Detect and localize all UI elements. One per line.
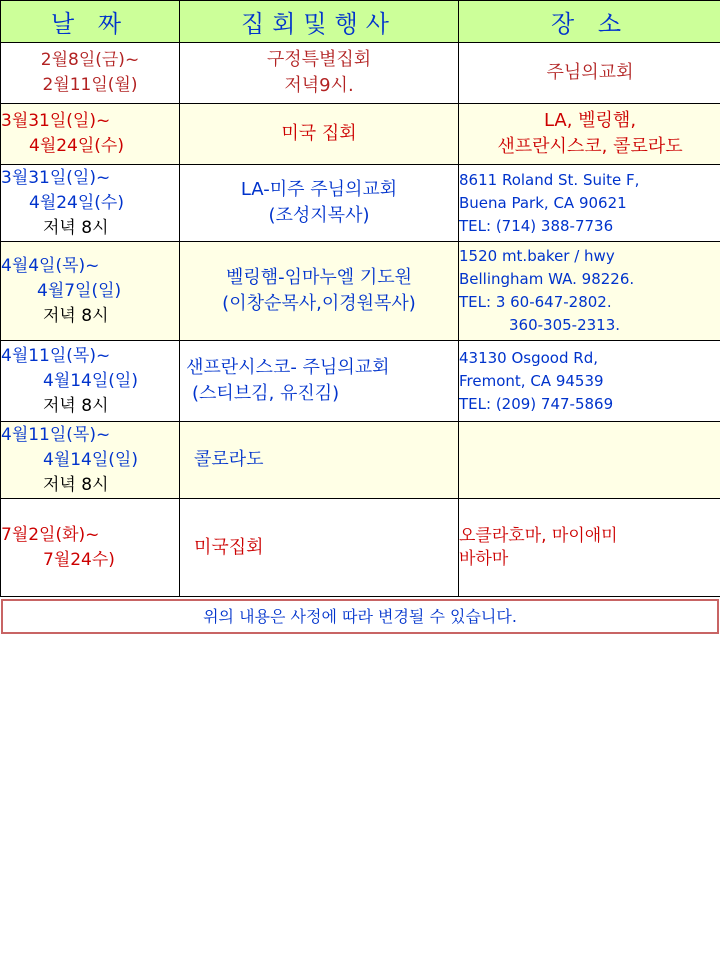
- change-notice: 위의 내용은 사정에 따라 변경될 수 있습니다.: [1, 599, 719, 634]
- place-line: Buena Park, CA 90621: [459, 193, 627, 212]
- date-time: 저녁 8시: [43, 474, 109, 495]
- event-line: (조성지목사): [268, 205, 370, 226]
- event-cell: [180, 499, 459, 597]
- place-line: 43130 Osgood Rd,: [459, 348, 598, 367]
- event-line: 샌프란시스코- 주님의교회: [186, 357, 390, 378]
- event-line: 벨링햄-임마누엘 기도원: [225, 267, 413, 288]
- table-row: [1, 104, 720, 165]
- place-cell: [459, 422, 720, 499]
- header-row: [1, 1, 720, 43]
- event-line: (이창순목사,이경원목사): [222, 293, 416, 314]
- date-line: 4월4일(목)~: [1, 255, 100, 276]
- place-cell: [459, 165, 720, 242]
- date-line: 4월14일(일): [43, 370, 138, 391]
- date-line: 4월11일(목)~: [1, 345, 111, 366]
- date-line: 2월11일(월): [42, 75, 138, 95]
- place-line: 360-305-2313.: [509, 316, 621, 334]
- place-line: 샌프란시스코, 콜로라도: [497, 136, 683, 157]
- date-time: 저녁 8시: [43, 305, 109, 326]
- event-cell: [180, 341, 459, 422]
- place-cell: [459, 499, 720, 597]
- event-line: 미국집회: [194, 536, 264, 558]
- date-line: 4월11일(목)~: [1, 424, 111, 445]
- date-line: 4월7일(일): [37, 280, 122, 301]
- event-cell: [180, 43, 459, 104]
- event-cell: [180, 104, 459, 165]
- place-line: Bellingham WA. 98226.: [459, 270, 635, 288]
- date-line: 3월31일(일)~: [1, 111, 111, 131]
- place-line: TEL: (714) 388-7736: [459, 216, 614, 235]
- place-cell: [459, 242, 720, 341]
- place-line: TEL: (209) 747-5869: [459, 394, 614, 413]
- date-time: 저녁 8시: [43, 395, 109, 416]
- date-line: 7월24수): [43, 549, 115, 570]
- place-cell: [459, 104, 720, 165]
- header-place: 장 소: [459, 1, 720, 43]
- date-line: 7월2일(화)~: [1, 524, 100, 545]
- place-line: TEL: 3 60-647-2802.: [459, 293, 612, 311]
- place-cell: [459, 341, 720, 422]
- event-line: 콜로라도: [194, 449, 264, 470]
- date-cell: [1, 43, 180, 104]
- place-line: LA, 벨링햄,: [543, 110, 637, 131]
- event-cell: [180, 165, 459, 242]
- event-line: 구정특별집회: [266, 49, 372, 70]
- place-line: 바하마: [459, 548, 509, 569]
- table-row: [1, 499, 720, 597]
- event-cell: [180, 422, 459, 499]
- table-row: [1, 165, 720, 242]
- table-row: [1, 43, 720, 104]
- place-line: 8611 Roland St. Suite F,: [459, 170, 640, 189]
- date-cell: [1, 165, 180, 242]
- event-line: (스티브김, 유진김): [192, 383, 340, 404]
- date-cell: [1, 242, 180, 341]
- date-line: 3월31일(일)~: [1, 167, 111, 188]
- place-line: 1520 mt.baker / hwy: [459, 247, 615, 265]
- date-cell: [1, 499, 180, 597]
- place-line: Fremont, CA 94539: [459, 371, 604, 390]
- event-line: 저녁9시.: [284, 75, 354, 96]
- table-row: [1, 341, 720, 422]
- place-line: 주님의교회: [546, 62, 634, 83]
- header-date: 날 짜: [1, 1, 180, 43]
- place-cell: [459, 43, 720, 104]
- date-line: 4월24일(수): [29, 136, 124, 156]
- event-line: 미국 집회: [281, 123, 357, 144]
- date-time: 저녁 8시: [43, 217, 109, 238]
- date-line: 4월14일(일): [43, 449, 138, 470]
- table-row: [1, 422, 720, 499]
- table-row: [1, 242, 720, 341]
- place-line: 오클라호마, 마이애미: [459, 525, 618, 546]
- date-line: 4월24일(수): [29, 192, 124, 213]
- event-cell: [180, 242, 459, 341]
- date-cell: [1, 422, 180, 499]
- date-cell: [1, 341, 180, 422]
- date-line: 2월8일(금)~: [40, 50, 140, 70]
- event-line: LA-미주 주님의교회: [240, 179, 398, 200]
- date-cell: [1, 104, 180, 165]
- header-event: 집회및행사: [180, 1, 459, 43]
